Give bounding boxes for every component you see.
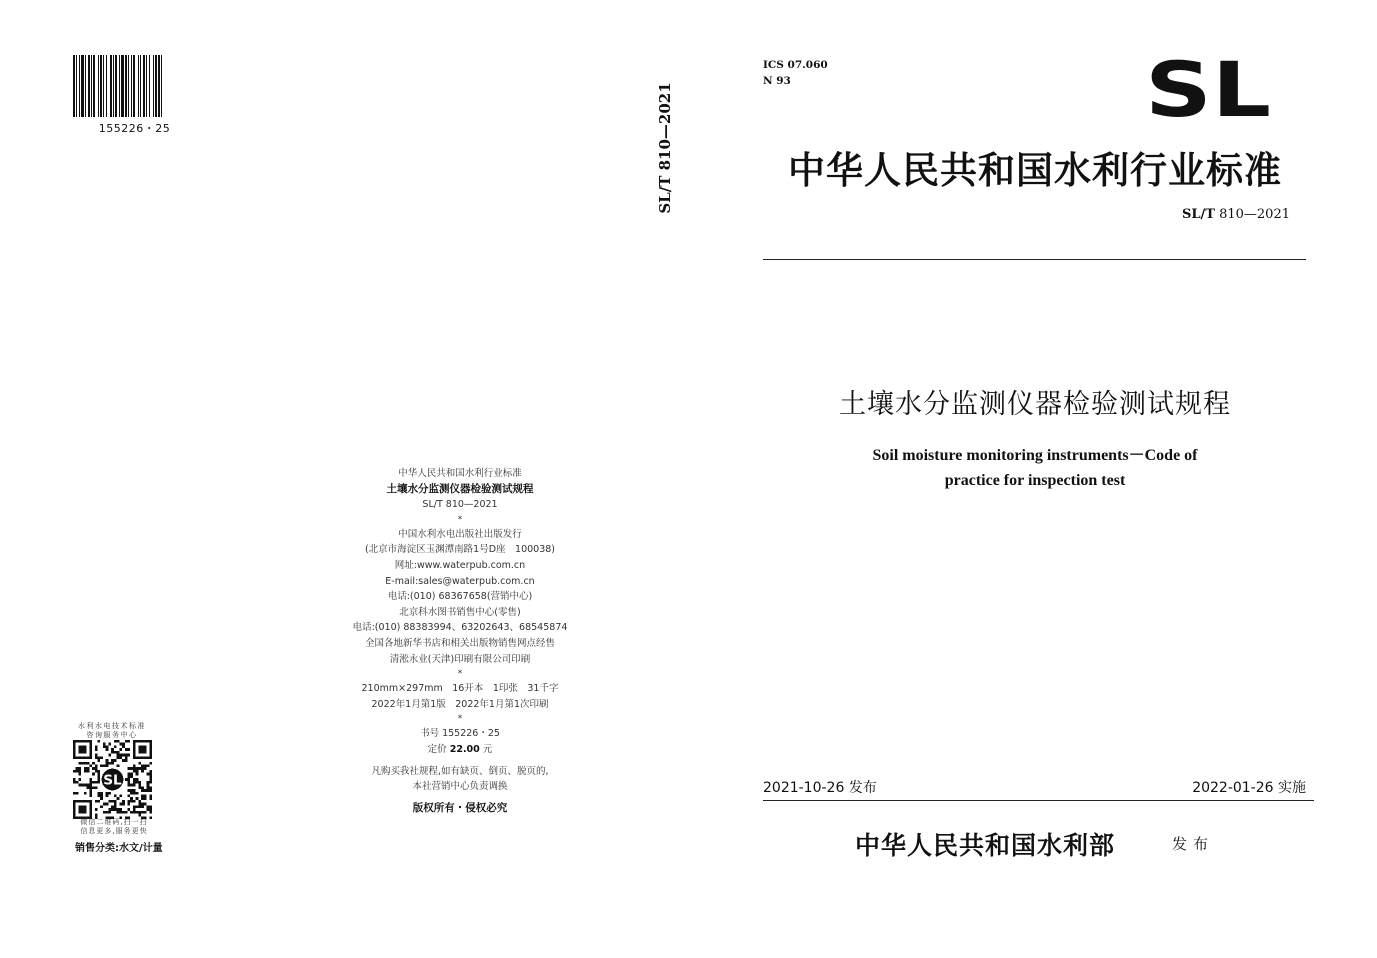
spine-standard-code xyxy=(640,82,690,214)
imprint-sales-network: 全国各地新华书店和相关出版物销售网点经售 xyxy=(364,637,555,649)
imprint-email: E-mail:sales@waterpub.com.cn xyxy=(385,575,535,587)
imprint-price xyxy=(330,742,590,758)
title-english-line2: practice for inspection test xyxy=(944,472,1126,489)
imprint-notice-line1: 凡购买我社规程,如有缺页、倒页、脱页的, xyxy=(371,765,549,777)
issuing-authority: 中华人民共和国水利部 xyxy=(855,831,1116,860)
qr-logo-text: SL xyxy=(103,772,122,789)
sales-category: 销售分类:水文/计量 xyxy=(75,843,163,854)
header-rule xyxy=(763,259,1306,260)
barcode-number: 155226・25 xyxy=(98,122,171,135)
imprint-distributor: 北京科水图书销售中心(零售) xyxy=(399,606,521,618)
standard-number-prefix: SL/T xyxy=(1182,207,1215,222)
imprint-book-number: 书号 155226・25 xyxy=(420,728,500,740)
sl-logo-text: SL xyxy=(1145,58,1271,120)
price-label: 定价 xyxy=(427,743,447,755)
standard-number xyxy=(1170,207,1290,222)
imprint-edition: 2022年1月第1版 2022年1月第1次印刷 xyxy=(371,698,549,710)
sl-logo xyxy=(1143,58,1273,120)
qr-code xyxy=(73,740,152,819)
imprint-address: (北京市海淀区玉渊潭南路1号D座 100038) xyxy=(364,544,556,556)
imprint-notice-line2: 本社营销中心负责调换 xyxy=(412,781,508,793)
imprint-specs: 210mm×297mm 16开本 1印张 31千字 xyxy=(361,683,559,695)
imprint-printer: 清淞永业(天津)印刷有限公司印刷 xyxy=(389,653,531,665)
qr-caption-top-line2: 咨询服务中心 xyxy=(86,731,138,739)
classification-codes xyxy=(763,57,828,89)
title-english xyxy=(760,443,1310,493)
imprint-phone-retail: 电话:(010) 88383994、63202643、68545874 xyxy=(352,622,568,634)
issue-word: 发布 xyxy=(1172,835,1215,853)
qr-caption-bottom-line2: 信息更多,服务更快 xyxy=(80,827,148,835)
title-chinese: 土壤水分监测仪器检验测试规程 xyxy=(839,389,1231,420)
standard-number-value: 810—2021 xyxy=(1219,207,1290,222)
ics-code: ICS 07.060 xyxy=(763,59,828,71)
separator-star: * xyxy=(457,714,463,725)
separator-star: * xyxy=(457,669,463,680)
qr-caption-bottom-line1: 微信二维码,扫一扫 xyxy=(80,818,148,826)
imprint-standard-code: SL/T 810—2021 xyxy=(422,499,498,511)
title-english-line1: Soil moisture monitoring instruments－Code of xyxy=(872,447,1198,464)
imprint-copyright: 版权所有・侵权必究 xyxy=(412,801,508,814)
imprint-title: 土壤水分监测仪器检验测试规程 xyxy=(386,482,534,495)
qr-caption-bottom xyxy=(70,818,158,836)
imprint-website: 网址:www.waterpub.com.cn xyxy=(394,559,526,571)
qr-caption-top xyxy=(66,722,158,740)
separator-star: * xyxy=(457,514,463,525)
ccs-code: N 93 xyxy=(763,75,791,87)
issue-date: 2021-10-26 发布 xyxy=(763,780,877,796)
spine-standard-code-text: SL/T 810—2021 xyxy=(656,82,674,214)
imprint-series: 中华人民共和国水利行业标准 xyxy=(398,468,522,479)
barcode xyxy=(73,55,196,117)
imprint-publisher: 中国水利水电出版社出版发行 xyxy=(398,528,522,540)
footer-rule xyxy=(763,800,1314,801)
qr-caption-top-line1: 水利水电技术标准 xyxy=(78,722,146,730)
imprint-phone-marketing: 电话:(010) 68367658(营销中心) xyxy=(387,591,533,603)
implementation-date: 2022-01-26 实施 xyxy=(1192,780,1306,796)
price-unit: 元 xyxy=(482,743,493,755)
imprint-block xyxy=(330,466,590,816)
price-value: 22.00 xyxy=(449,743,480,755)
standard-series-header: 中华人民共和国水利行业标准 xyxy=(788,148,1282,192)
